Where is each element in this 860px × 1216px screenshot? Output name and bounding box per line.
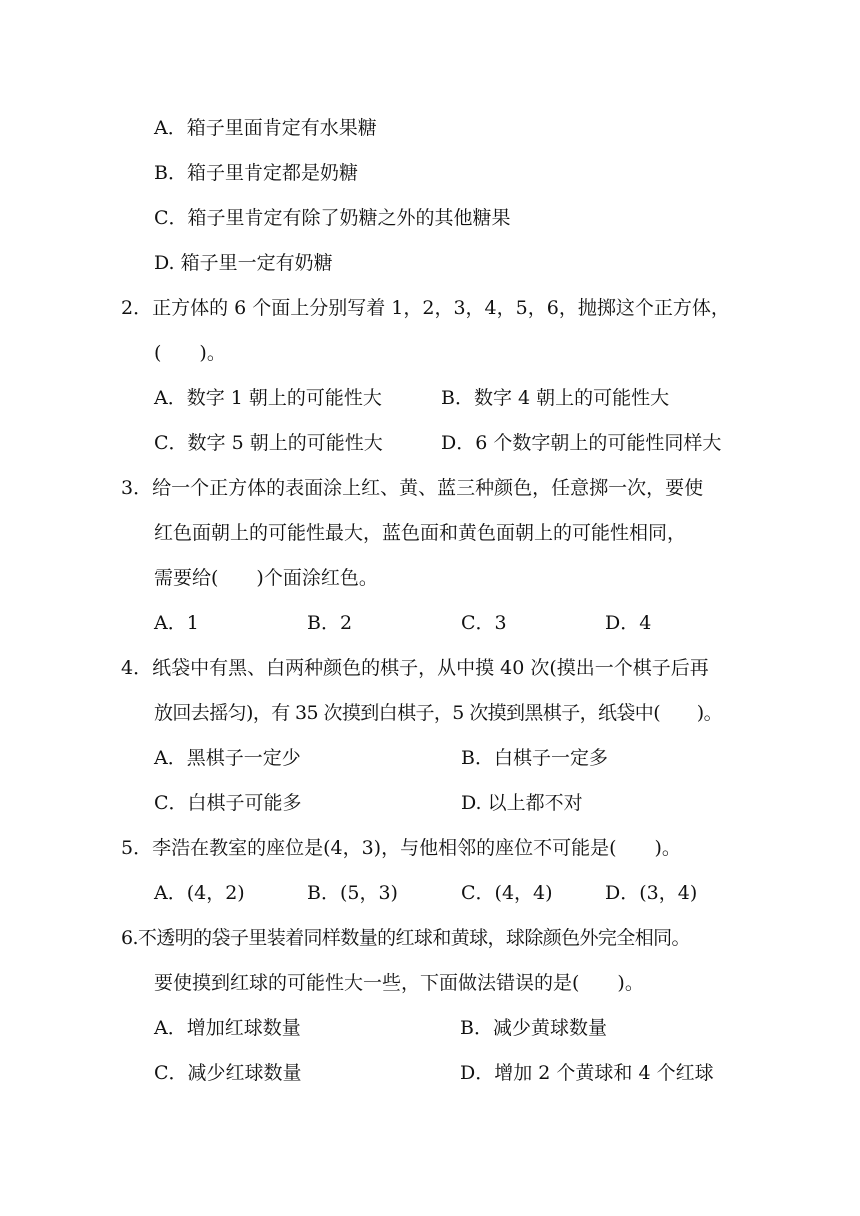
q3-option-b: B．2 (307, 612, 353, 634)
q1-option-b: B．箱子里肯定都是奶糖 (154, 162, 358, 184)
q1-option-a: A．箱子里面肯定有水果糖 (154, 117, 377, 139)
q4-stem-line1: 4．纸袋中有黑、白两种颜色的棋子，从中摸 40 次(摸出一个棋子后再 (121, 657, 709, 679)
q4-stem-line2: 放回去摇匀)，有 35 次摸到白棋子，5 次摸到黑棋子，纸袋中( )。 (154, 702, 723, 724)
q6-stem-line1: 6.不透明的袋子里装着同样数量的红球和黄球，球除颜色外完全相同。 (121, 927, 690, 949)
q6-option-b: B．减少黄球数量 (460, 1017, 607, 1039)
q4-option-c: C．白棋子可能多 (154, 792, 302, 814)
q6-option-d: D．增加 2 个黄球和 4 个红球 (460, 1062, 714, 1084)
q6-stem-line2: 要使摸到红球的可能性大一些，下面做法错误的是( )。 (154, 972, 644, 994)
q2-option-a: A．数字 1 朝上的可能性大 (154, 387, 382, 409)
q5-stem-line1: 5．李浩在教室的座位是(4，3)，与他相邻的座位不可能是( )。 (121, 837, 681, 859)
q5-option-d: D．(3，4) (605, 882, 698, 904)
q6-option-c: C．减少红球数量 (154, 1062, 302, 1084)
q5-option-b: B．(5，3) (307, 882, 398, 904)
q2-option-d: D．6 个数字朝上的可能性同样大 (441, 432, 722, 454)
q6-option-a: A．增加红球数量 (154, 1017, 301, 1039)
q4-option-d: D. 以上都不对 (461, 792, 583, 814)
q3-stem-line3: 需要给( )个面涂红色。 (154, 567, 378, 589)
q2-stem-line2: ( )。 (154, 342, 226, 364)
q1-option-d: D. 箱子里一定有奶糖 (154, 252, 333, 274)
q4-option-b: B．白棋子一定多 (461, 747, 608, 769)
q5-option-c: C．(4，4) (461, 882, 553, 904)
q3-stem-line2: 红色面朝上的可能性最大，蓝色面和黄色面朝上的可能性相同， (154, 522, 687, 544)
q3-option-d: D．4 (605, 612, 652, 634)
q2-stem-line1: 2．正方体的 6 个面上分别写着 1，2，3，4，5，6，抛掷这个正方体， (121, 297, 730, 319)
q4-option-a: A．黑棋子一定少 (154, 747, 301, 769)
q3-stem-line1: 3．给一个正方体的表面涂上红、黄、蓝三种颜色，任意掷一次，要使 (121, 477, 704, 499)
q2-option-c: C．数字 5 朝上的可能性大 (154, 432, 383, 454)
q5-option-a: A．(4，2) (154, 882, 245, 904)
q2-option-b: B．数字 4 朝上的可能性大 (441, 387, 670, 409)
q3-option-a: A．1 (154, 612, 199, 634)
q1-option-c: C．箱子里肯定有除了奶糖之外的其他糖果 (154, 207, 511, 229)
q3-option-c: C．3 (461, 612, 507, 634)
